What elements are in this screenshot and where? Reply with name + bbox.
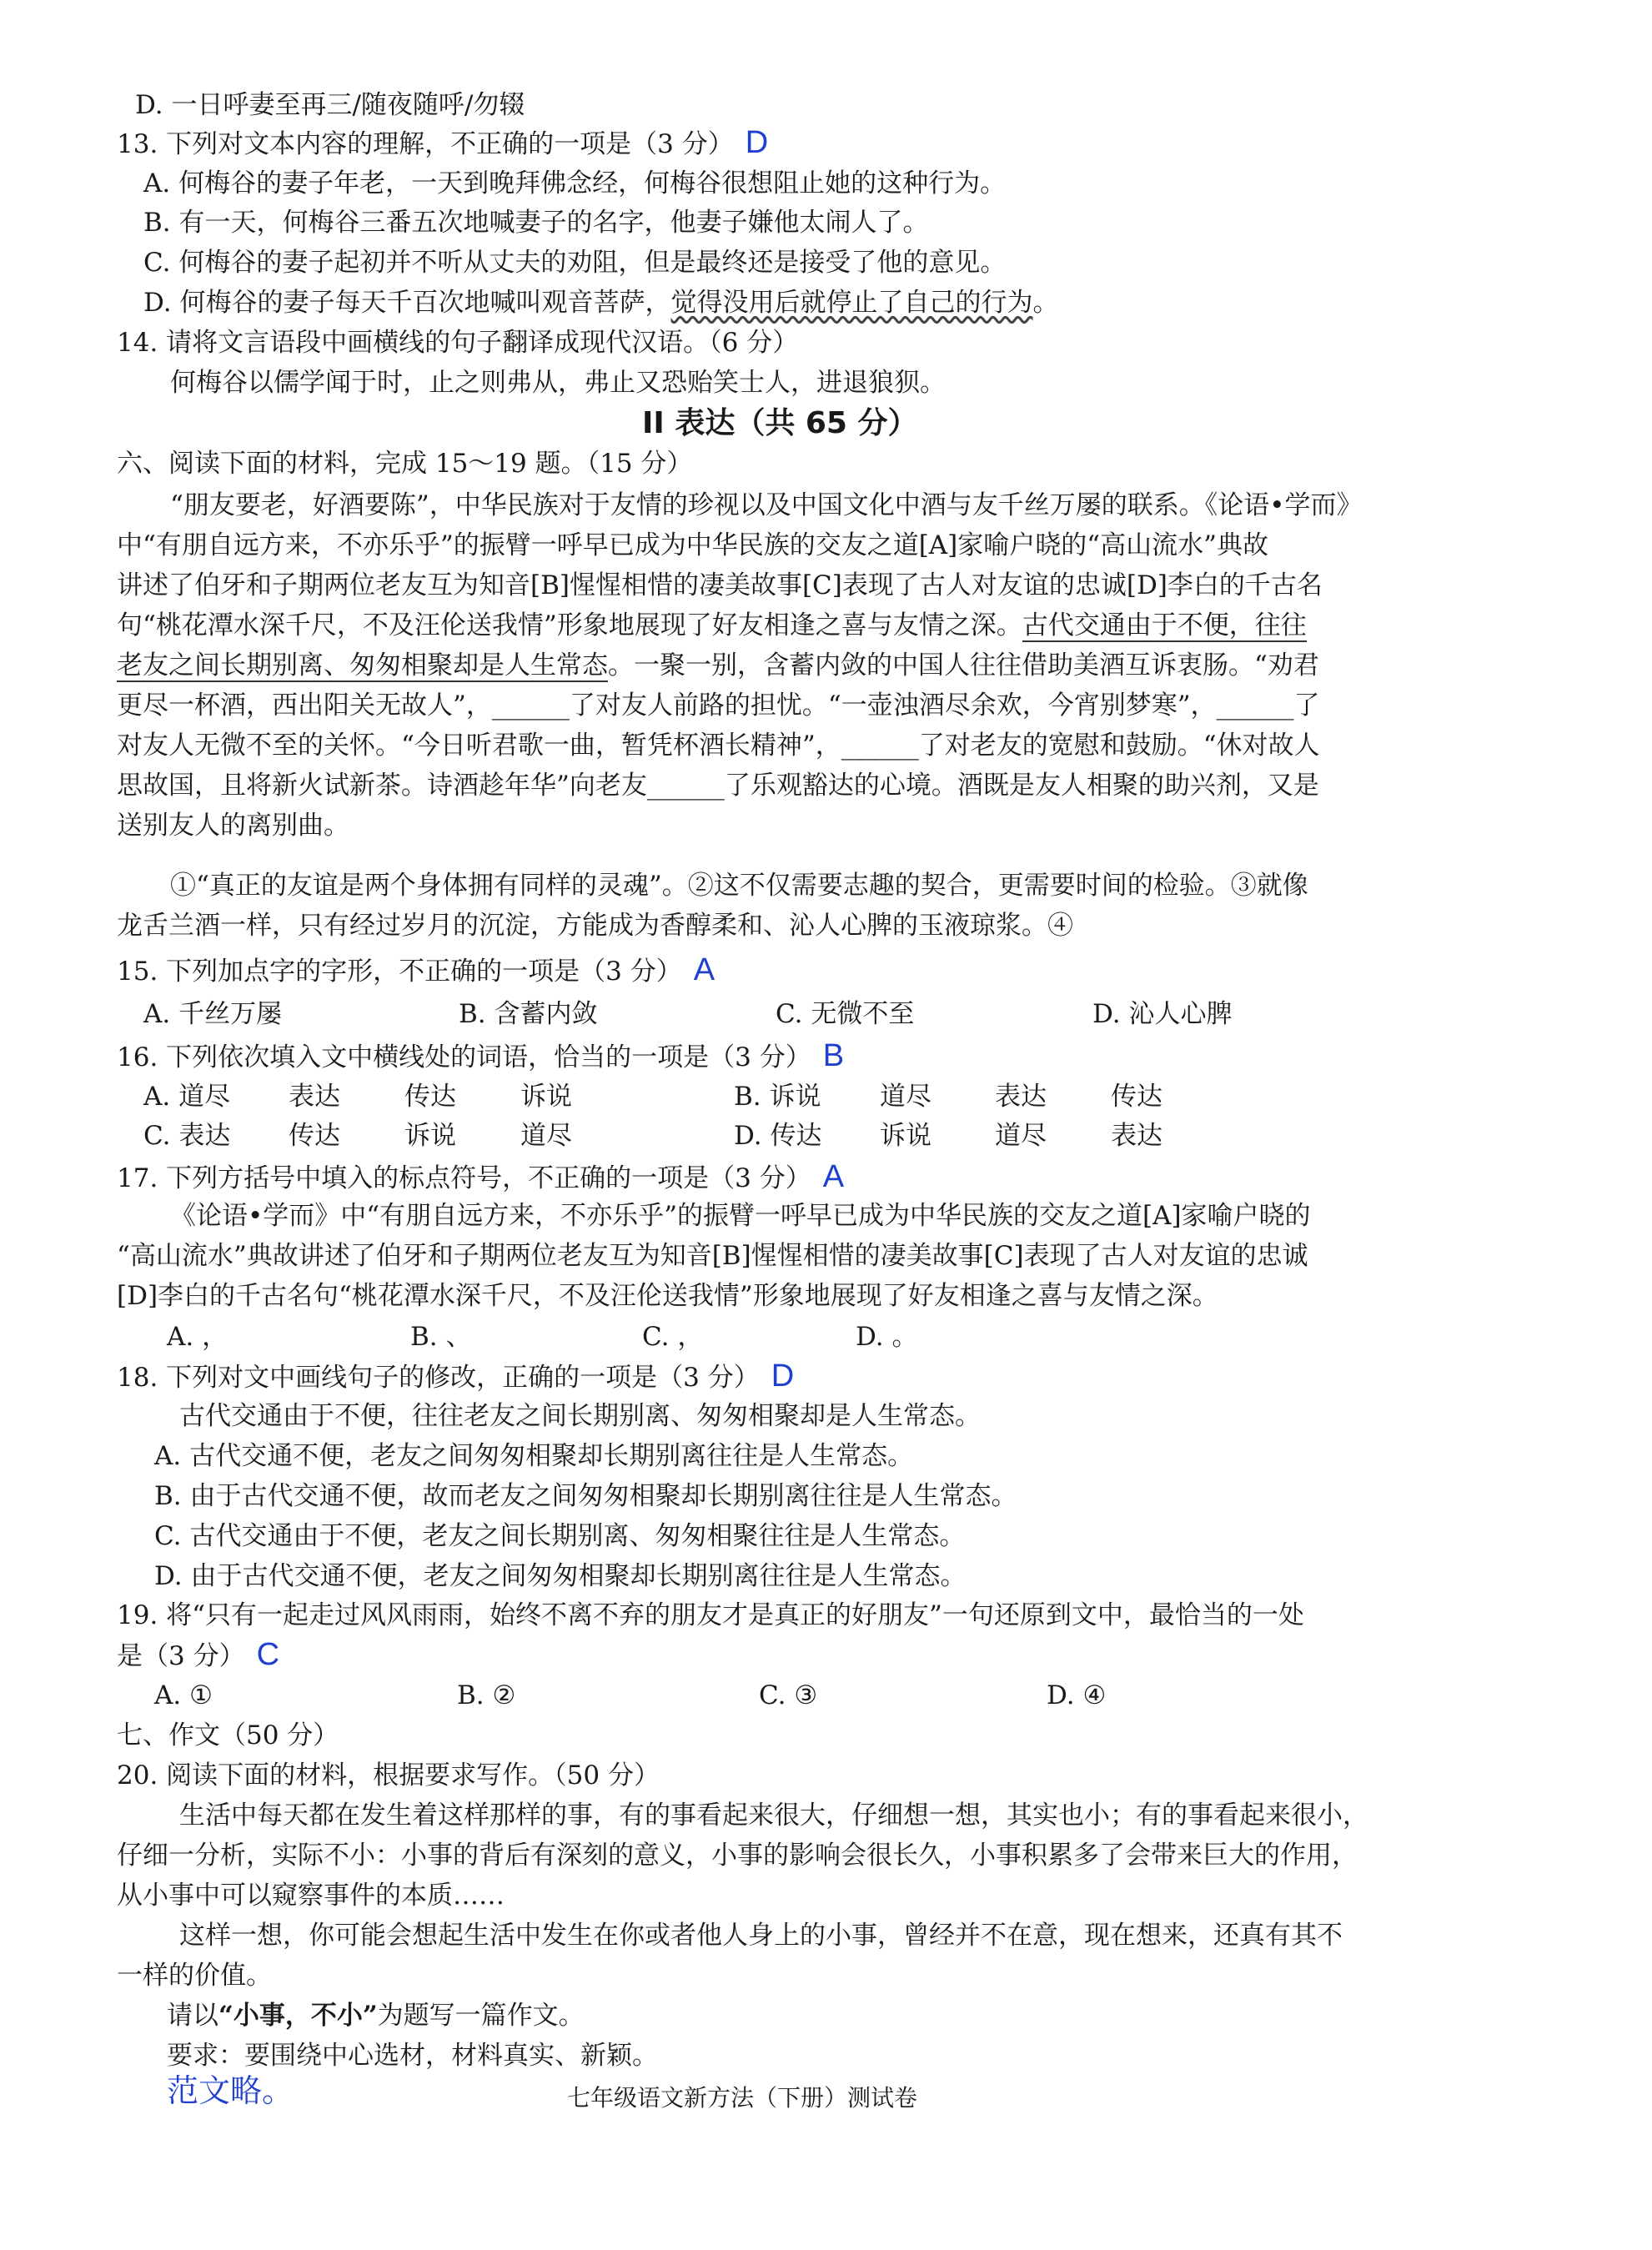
q19-answer: C [256, 1637, 280, 1672]
answer-note: 范文略。 [167, 2074, 294, 2109]
q17-option-c: C. ， [642, 1322, 704, 1352]
q15-option-b: B. 含蓄内敛 [459, 999, 598, 1029]
q20-stem: 20. 阅读下面的材料，根据要求写作。（50 分） [117, 1760, 660, 1790]
q18-option-c: C. 古代交通由于不便，老友之间长期别离、匆匆相聚往往是人生常态。 [154, 1521, 966, 1551]
passage-line: 句“桃花潭水深千尺，不及汪伦送我情”形象地展现了好友相逢之喜与友情之深。古代交通由于不便，往往 [117, 610, 1307, 640]
section7-heading: 七、作文（50 分） [117, 1720, 339, 1750]
q18-option-a: A. 古代交通不便，老友之间匆匆相聚却长期别离往往是人生常态。 [154, 1441, 914, 1471]
q16-option-c-w4: 道尽 [520, 1121, 572, 1151]
section6-heading: 六、阅读下面的材料，完成 15～19 题。（15 分） [117, 449, 693, 479]
q13-stem: 13. 下列对文本内容的理解，不正确的一项是（3 分） D [117, 125, 769, 160]
q16-option-b-w4: 传达 [1111, 1082, 1162, 1112]
passage-line: 更尽一杯酒，西出阳关无故人”，______了对友人前路的担忧。“一壶浊酒尽余欢，今宵别梦寒”，______了 [117, 691, 1320, 721]
q16-option-d-w3: 道尽 [995, 1121, 1047, 1151]
passage-line: 对友人无微不至的关怀。“今日听君歌一曲，暂凭杯酒长精神”，______了对老友的宽慰和鼓励。“休对故人 [117, 731, 1320, 761]
q20-requirement: 要求：要围绕中心选材，材料真实、新颖。 [167, 2041, 658, 2071]
q18-option-d: D. 由于古代交通不便，老友之间匆匆相聚却长期别离往往是人生常态。 [154, 1561, 967, 1591]
passage-line: “朋友要老，好酒要陈”，中华民族对于友情的珍视以及中国文化中酒与友千丝万屡的联系。《论语•学而》 [170, 490, 1363, 520]
q16-option-b-w3: 表达 [995, 1082, 1047, 1112]
passage-line: 讲述了伯牙和子期两位老友互为知音[B]惺惺相惜的凄美故事[C]表现了古人对友谊的忠诚[D]李白的千古名 [117, 570, 1323, 600]
q15-answer: A [693, 952, 716, 987]
q16-option-a-w4: 诉说 [520, 1082, 572, 1112]
q16-option-a-w2: 表达 [289, 1082, 340, 1112]
q20-material-line: 生活中每天都在发生着这样那样的事，有的事看起来很大，仔细想一想，其实也小；有的事看起来很小， [179, 1801, 1368, 1831]
q14-stem: 14. 请将文言语段中画横线的句子翻译成现代汉语。（6 分） [117, 328, 799, 358]
q20-title-instruction: 请以“小事，不小”为题写一篇作文。 [167, 2001, 585, 2031]
q16-stem: 16. 下列依次填入文中横线处的词语，恰当的一项是（3 分） B [117, 1038, 845, 1073]
q20-material-line: 仔细一分析，实际不小：小事的背后有深刻的意义，小事的影响会很长久，小事积累多了会带来巨大的作用， [117, 1841, 1358, 1871]
passage-line: 送别友人的离别曲。 [117, 811, 349, 841]
q17-answer: A [822, 1159, 845, 1194]
passage-line: 中“有朋自远方来，不亦乐乎”的振臂一呼早已成为中华民族的交友之道[A]家喻户晓的“高山流水”典故 [117, 530, 1268, 560]
q17-passage-line: [D]李白的千古名句“桃花潭水深千尺，不及汪伦送我情”形象地展现了好友相逢之喜与友情之深。 [117, 1281, 1218, 1311]
q19-option-c: C. ③ [759, 1680, 818, 1710]
q18-stem: 18. 下列对文中画线句子的修改，正确的一项是（3 分） D [117, 1359, 795, 1394]
q17-passage-line: 《论语•学而》中“有朋自远方来，不亦乐乎”的振臂一呼早已成为中华民族的交友之道[A]家喻户晓的 [170, 1201, 1311, 1231]
q19-option-a: A. ① [154, 1680, 213, 1710]
q20-material-line: 这样一想，你可能会想起生活中发生在你或者他人身上的小事，曾经并不在意，现在想来，还真有其不 [179, 1921, 1343, 1951]
q16-option-b-w1: B. 诉说 [734, 1082, 821, 1112]
q17-option-b: B. 、 [410, 1322, 472, 1352]
q20-material-line: 从小事中可以窥察事件的本质…… [117, 1881, 505, 1911]
q16-option-c-w1: C. 表达 [143, 1121, 231, 1151]
underlined-sentence: 古代交通由于不便，往往 [1022, 610, 1307, 640]
q13-option-d: D. 何梅谷的妻子每天千百次地喊叫观音菩萨，觉得没用后就停止了自己的行为。 [143, 288, 1059, 318]
q15-option-c: C. 无微不至 [776, 999, 915, 1029]
q16-option-d-w2: 诉说 [880, 1121, 931, 1151]
q19-stem: 是（3 分） C [117, 1637, 280, 1672]
section2-heading: II 表达（共 65 分） [642, 406, 918, 440]
passage-line: 老友之间长期别离、匆匆相聚却是人生常态。一聚一别，含蓄内敛的中国人往往借助美酒互诉衷肠。“劝君 [117, 650, 1319, 681]
passage2-line: 龙舌兰酒一样，只有经过岁月的沉淀，方能成为香醇柔和、沁人心脾的玉液琼浆。④ [117, 911, 1073, 941]
q16-option-c-w2: 传达 [289, 1121, 340, 1151]
q13-option-b: B. 有一天，何梅谷三番五次地喊妻子的名字，他妻子嫌他太闹人了。 [143, 208, 929, 238]
q16-option-b-w2: 道尽 [880, 1082, 931, 1112]
q15-option-a: A. 千丝万屡 [143, 999, 283, 1029]
q17-option-d: D. 。 [856, 1322, 918, 1352]
q20-material-line: 一样的价值。 [117, 1961, 272, 1991]
q17-stem: 17. 下列方括号中填入的标点符号，不正确的一项是（3 分） A [117, 1159, 845, 1194]
page-footer: 七年级语文新方法（下册）测试卷 [567, 2084, 918, 2112]
q12-option-d: D. 一日呼妻至再三/随夜随呼/勿辍 [135, 90, 525, 120]
q16-option-d-w1: D. 传达 [734, 1121, 822, 1151]
q15-stem: 15. 下列加点字的字形，不正确的一项是（3 分） A [117, 952, 716, 987]
q18-option-b: B. 由于古代交通不便，故而老友之间匆匆相聚却长期别离往往是人生常态。 [154, 1481, 1017, 1511]
q14-sentence: 何梅谷以儒学闻于时，止之则弗从，弗止又恐贻笑士人，进退狼狈。 [170, 368, 946, 398]
q19-stem: 19. 将“只有一起走过风风雨雨，始终不离不弃的朋友才是真正的好朋友”一句还原到文中，最恰当的一处 [117, 1600, 1304, 1630]
q15-option-d: D. 沁人心脾 [1092, 999, 1233, 1029]
q17-option-a: A. ， [167, 1322, 228, 1352]
passage-line: 思故国，且将新火试新茶。诗酒趁年华”向老友______了乐观豁达的心境。酒既是友人相聚的助兴剂，又是 [117, 771, 1319, 801]
q19-option-d: D. ④ [1047, 1680, 1107, 1710]
passage2-line: ①“真正的友谊是两个身体拥有同样的灵魂”。②这不仅需要志趣的契合，更需要时间的检验。③就像 [170, 871, 1308, 901]
q13-option-c: C. 何梅谷的妻子起初并不听从丈夫的劝阻，但是最终还是接受了他的意见。 [143, 248, 1007, 278]
q13-answer: D [745, 125, 769, 160]
q16-option-c-w3: 诉说 [404, 1121, 456, 1151]
q19-option-b: B. ② [457, 1680, 516, 1710]
q16-option-a-w3: 传达 [404, 1082, 456, 1112]
q17-passage-line: “高山流水”典故讲述了伯牙和子期两位老友互为知音[B]惺惺相惜的凄美故事[C]表现了古人对友谊的忠诚 [117, 1241, 1308, 1271]
q18-original: 古代交通由于不便，往往老友之间长期别离、匆匆相聚却是人生常态。 [179, 1401, 981, 1431]
q16-option-d-w4: 表达 [1111, 1121, 1162, 1151]
underlined-sentence: 老友之间长期别离、匆匆相聚却是人生常态 [117, 650, 608, 681]
q18-answer: D [771, 1359, 795, 1394]
q13-option-a: A. 何梅谷的妻子年老，一天到晚拜佛念经，何梅谷很想阻止她的这种行为。 [143, 168, 1007, 198]
q16-answer: B [822, 1038, 845, 1073]
q16-option-a-w1: A. 道尽 [143, 1082, 231, 1112]
